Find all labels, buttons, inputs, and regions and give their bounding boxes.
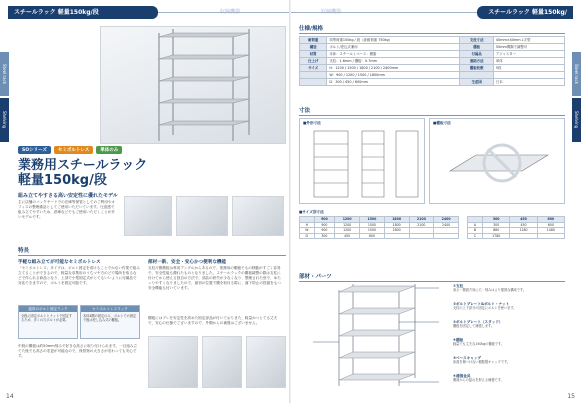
feature3-body: 棚板にはブレを安定性を高めた固定部品が付いておりまた、軽量かつとても丈夫で、安心の仕様でございますので、外側からの補強はございません。 — [148, 316, 278, 325]
table-cell: 450 — [510, 222, 537, 228]
table-header-cell: 1200 — [335, 217, 360, 223]
spec-row — [300, 79, 565, 86]
side-tab-steel-rack-right[interactable]: Steel rack — [572, 52, 581, 96]
hero-rack-photo — [100, 26, 286, 144]
spec-value: W：900 / 1200 / 1500 / 1800mm — [327, 72, 460, 79]
table-cell: W — [300, 228, 315, 234]
spec-value — [493, 72, 564, 79]
comparison-box-bolt — [18, 305, 78, 339]
comparison-box-bolt-body: 全段に固定ボルトとナットで固定するため、多くの穴ボルトが必要。 — [21, 314, 72, 323]
outer-dimension-svg — [300, 119, 426, 205]
left-header-title: スチールラック 軽量150kg/段 — [8, 6, 158, 19]
spec-value: 本体：スチール / ベース：樹脂 — [327, 51, 460, 58]
table-cell: H — [300, 222, 315, 228]
lead-body: 主に店舗のバックヤードでの在庫等保管としてのご利用やオフィスの整理備品としてご使用いただいています。圧迫感で組み立てやすいため、倉庫などでもご使用いただくことが多いモデルです。 — [18, 200, 116, 219]
spec-key: 仕上げ — [300, 58, 327, 65]
series-badges — [18, 146, 122, 154]
spec-value: 単体 — [493, 58, 564, 65]
spec-value: アジャスター — [493, 51, 564, 58]
table-header-cell: 1800 — [384, 217, 409, 223]
table-cell: 600 — [537, 222, 564, 228]
feature1-heading: 手軽な組み立てが可能なセミボルトレス — [18, 260, 101, 265]
shelf-adjust-body: 中段の棚板は約50mm刻みで好きな高さに取り付けられます。一旦組み立てた後でも高さの変更が可能なので、保管物の大きさが変わっても安心です。 — [18, 344, 138, 358]
page-number-left: 14 — [6, 393, 14, 400]
dimension-section-title: 寸法 — [299, 106, 565, 116]
spec-value: D：300 / 450 / 600mm — [327, 79, 460, 86]
detail-photo-3 — [232, 196, 284, 236]
spec-key — [460, 72, 493, 79]
table-cell: 1180 — [510, 228, 537, 234]
spec-row — [300, 51, 565, 58]
table-cell: 1500 — [360, 222, 385, 228]
shelf-size-table — [467, 216, 565, 239]
page-number-right: 15 — [567, 393, 575, 400]
spec-key: 付属品 — [460, 51, 493, 58]
side-tab-steel-rack[interactable]: Steel rack — [0, 52, 9, 96]
spec-key: 耐荷重 — [300, 37, 327, 44]
spec-key — [300, 72, 327, 79]
table-cell: D — [300, 233, 315, 239]
parts-item — [453, 338, 567, 347]
spec-key: 構造 — [300, 44, 327, 51]
table-cell: 300 — [483, 222, 510, 228]
spec-value: 支柱：1.6mm / 棚板：0.7mm — [327, 58, 460, 65]
spec-key: 支柱寸法 — [460, 37, 493, 44]
table-cell: 600 — [360, 233, 385, 239]
shelf-table-row — [468, 233, 565, 239]
spec-key: 棚板 — [460, 44, 493, 51]
spec-row — [300, 65, 565, 72]
feature-photo-3 — [246, 336, 286, 388]
parts-item-desc: 側面からの揺れを抑える補強です。 — [453, 378, 504, 383]
spec-key: 材質 — [300, 51, 327, 58]
feature1-body: 「セミボルトレス」タイプは、ボルト固定を省けることでかない作業で組み立てることができるので、軽量な収集用のうちマヤ方のどで場所を取るなどで作られる商品となり、上部で小型固定式がとてもいいように付属品で対応できますので、ボルトを固定可能です。 — [18, 266, 140, 285]
left-header-category: 収納機器 — [220, 9, 241, 15]
table-cell — [537, 233, 564, 239]
header-rule-right — [291, 12, 481, 13]
table-header-cell: 450 — [510, 217, 537, 223]
parts-item-desc: 床面を傷つけない樹脂製キャップです。 — [453, 360, 511, 365]
parts-rack-svg — [299, 282, 449, 392]
spec-row — [300, 37, 565, 44]
table-cell: 1780 — [483, 233, 510, 239]
parts-item — [453, 320, 567, 329]
parts-item-name: ①支柱 — [453, 284, 464, 288]
outer-dimension-drawing — [299, 118, 425, 204]
parts-item — [453, 302, 567, 311]
table-cell: 1500 — [360, 228, 385, 234]
spec-key: 連結方法 — [460, 58, 493, 65]
size-dimension-table — [299, 216, 459, 239]
table-cell: 300 — [314, 233, 335, 239]
feature2-body: 支柱片側側板は専用アングルからあるので、業務用の棚板でもの移動がすごく容易で、安全性能も優れたものとなりました。スチールラックの棚板調整の際は支柱に付けてから使える独自の方法で、部品の紛失が少なくなり、整理された形で、ゆたっりやすくなりましたので、最初の位置で棚を取付る際に、落下防止の役割をもつ安全機能も付いています。 — [148, 266, 281, 290]
spec-key: サイズ — [300, 65, 327, 72]
table-cell: 1200 — [335, 228, 360, 234]
table-header-cell: 600 — [537, 217, 564, 223]
spec-table — [299, 36, 565, 86]
product-title-line1: 業務用スチールラック — [18, 158, 148, 173]
size-table-row — [300, 233, 459, 239]
parts-item-desc: 棚板を固定して補強します。 — [453, 324, 495, 329]
spec-key: 棚板枚数 — [460, 65, 493, 72]
spec-value: 50mm間隔で調整可 — [493, 44, 564, 51]
table-cell: 1480 — [537, 228, 564, 234]
table-cell — [384, 233, 409, 239]
spec-key — [300, 79, 327, 86]
table-cell: C — [468, 233, 483, 239]
spec-row — [300, 44, 565, 51]
parts-item-name: ②ボルトプレート&ボルト・ナット — [453, 302, 510, 306]
parts-item-name: ⑥補強金具 — [453, 374, 471, 378]
spec-value: 日本 — [493, 79, 564, 86]
spec-value: 均等荷重150kg / 段（総耐荷重 750kg） — [327, 37, 460, 44]
features-section-title: 特長 — [18, 246, 286, 256]
spec-value: ボルト/差込式兼用 — [327, 44, 460, 51]
table-header-cell: 900 — [314, 217, 335, 223]
feature-photo-1 — [148, 336, 198, 388]
table-header-cell: 300 — [483, 217, 510, 223]
shelf-dimension-svg — [430, 119, 566, 205]
product-title — [18, 158, 147, 188]
table-cell: 880 — [483, 228, 510, 234]
spec-value: 5枚 — [493, 65, 564, 72]
table-cell: 1800 — [384, 222, 409, 228]
product-title-line2: 軽量150kg/段 — [18, 173, 107, 188]
parts-item-name: ⑤ベースキャップ — [453, 356, 482, 360]
right-header-category: 収納機器 — [321, 9, 342, 15]
spec-row — [300, 58, 565, 65]
table-cell: 2100 — [409, 222, 434, 228]
badge-single-only: 単体のみ — [96, 146, 122, 154]
spec-value: H：1200 / 1500 / 1800 / 2100 / 2400mm — [327, 65, 460, 72]
shelf-dimension-caption: ■棚板寸法 — [433, 121, 451, 125]
table-cell: B — [468, 228, 483, 234]
feature2-heading: 部材一新、安全・安心かつ便利な機能 — [148, 260, 227, 265]
detail-photo-2 — [176, 196, 228, 236]
parts-item — [453, 374, 567, 383]
comparison-box-bolt-title: 通常のボルト固定ラック — [19, 306, 77, 312]
table-cell: 450 — [335, 233, 360, 239]
side-tab-shelving-right[interactable]: Shelving — [572, 98, 581, 142]
spec-key: 生産国 — [460, 79, 493, 86]
parts-item-desc: 支柱の上下部分の固定にボルトを使います。 — [453, 306, 517, 311]
parts-section-title: 部材・パーツ — [299, 272, 565, 282]
table-cell: 1800 — [384, 228, 409, 234]
table-header-cell: 2100 — [409, 217, 434, 223]
left-page — [0, 0, 290, 403]
table-cell — [510, 233, 537, 239]
spec-value: 40mm×40mm L字型 — [493, 37, 564, 44]
badge-semi-boltless: セミボルトレス — [54, 146, 93, 154]
spec-section-title: 仕様/規格 — [299, 24, 565, 34]
comparison-box-semi-title: セミボルトレスラック — [81, 306, 139, 312]
parts-item — [453, 284, 567, 293]
shelf-dimension-drawing — [429, 118, 565, 204]
right-page — [291, 0, 581, 403]
parts-item-desc: 高さ・側面方向に穴・刻みはより強固な構成です。 — [453, 288, 527, 293]
right-header-title: スチールラック 軽量150kg/段 — [477, 6, 573, 19]
table-cell — [409, 233, 434, 239]
side-tab-shelving[interactable]: Shelving — [0, 98, 9, 142]
parts-item-name: ③ボルトプレート（スタッド） — [453, 320, 503, 324]
rack-illustration — [101, 27, 287, 145]
comparison-box-semi — [80, 305, 140, 339]
table-cell: A — [468, 222, 483, 228]
table-cell: 900 — [314, 228, 335, 234]
outer-dimension-caption: ■外形寸法 — [303, 121, 321, 125]
feature-photo-2 — [202, 336, 242, 388]
badge-series: SOシリーズ — [18, 146, 51, 154]
parts-item-desc: 軽量でも丈夫な150kgの棚板です。 — [453, 342, 505, 347]
table-header-cell: 1500 — [360, 217, 385, 223]
size-dimension-caption: ■サイズ別寸法 — [299, 210, 324, 214]
detail-photo-1 — [124, 196, 172, 236]
table-cell: 1200 — [335, 222, 360, 228]
lead-heading: 組み立てやすさる高い安定性に優れたモデル — [18, 193, 118, 199]
parts-item — [453, 356, 567, 365]
table-header-cell: 2400 — [434, 217, 459, 223]
spec-row — [300, 72, 565, 79]
table-cell: 900 — [314, 222, 335, 228]
table-cell: 2400 — [434, 222, 459, 228]
comparison-box-semi-body: 本体4隅の固定のみ、ボルトでの固定で後は差し込み式の棚板。 — [83, 314, 137, 323]
table-cell — [434, 233, 459, 239]
parts-rack-drawing — [299, 282, 449, 392]
parts-item-name: ④棚板 — [453, 338, 464, 342]
